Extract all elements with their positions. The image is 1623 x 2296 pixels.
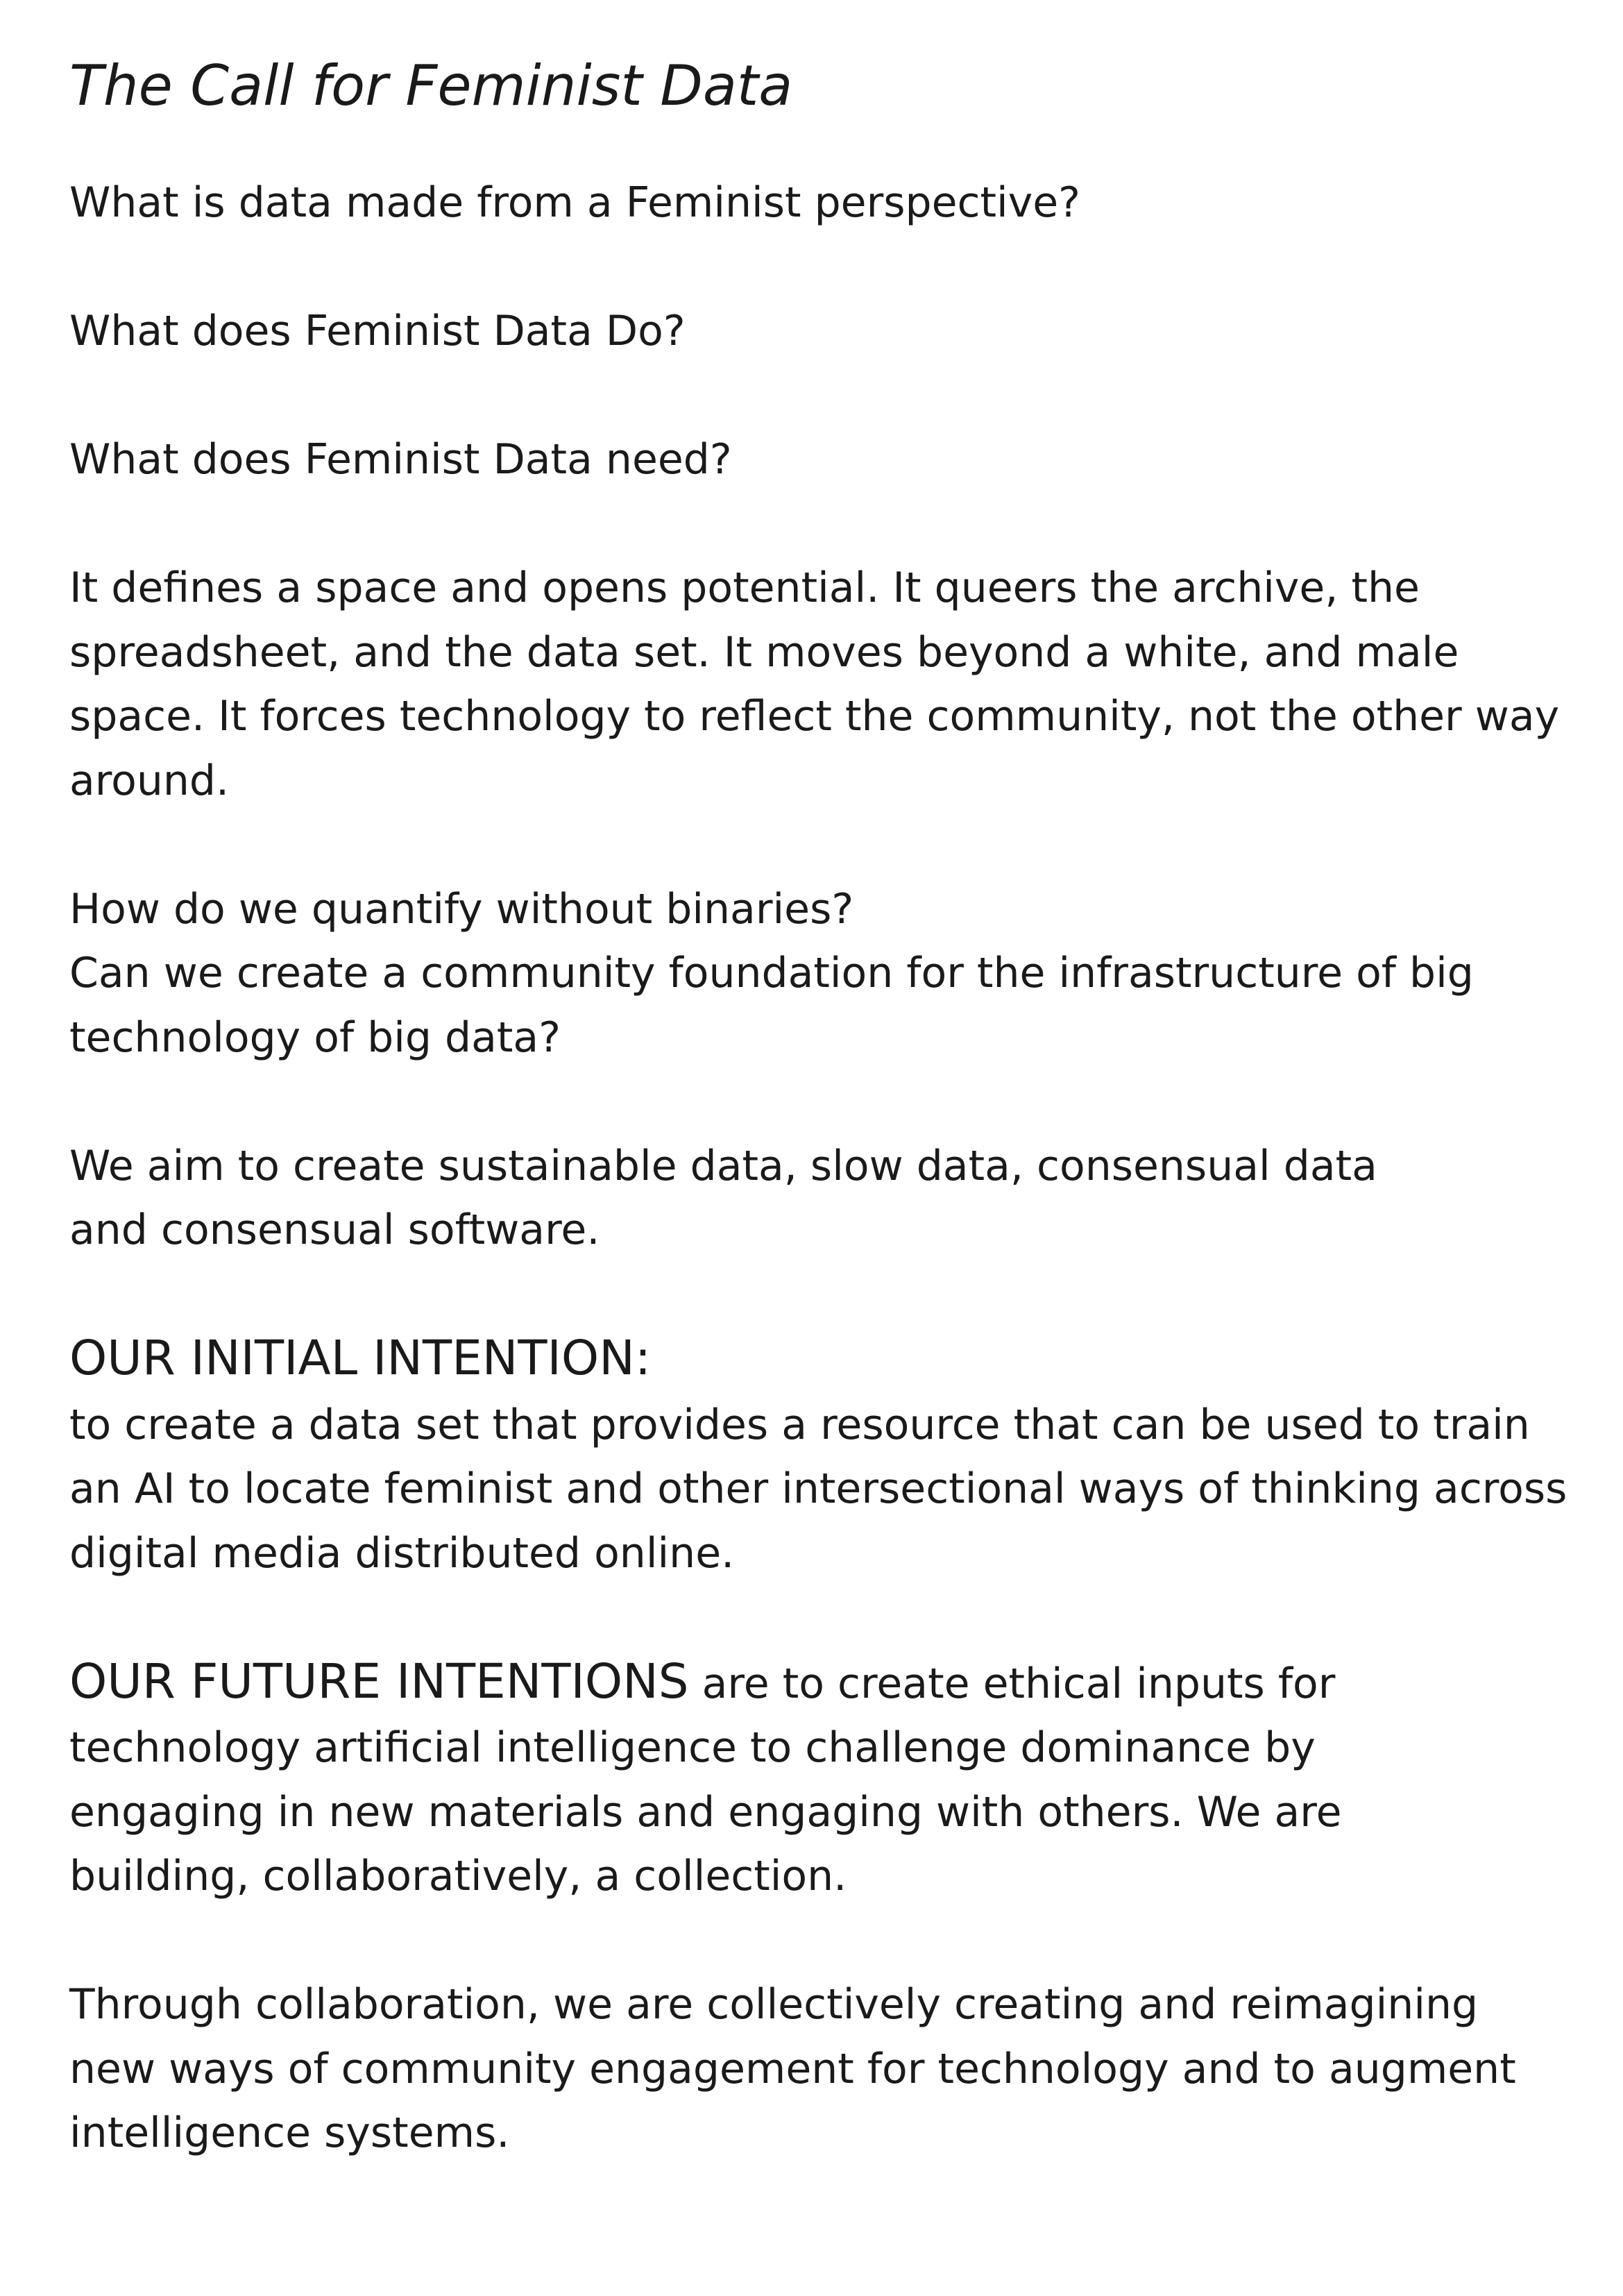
paragraph-line: technology of big data?	[69, 1013, 561, 1062]
definition-paragraph	[69, 556, 1582, 813]
paragraph-line: intelligence systems.	[69, 2109, 510, 2157]
paragraph-line: We aim to create sustainable data, slow data, consensual data	[69, 1141, 1377, 1190]
paragraph-line: How do we quantify without binaries?	[69, 884, 854, 934]
paragraph-line: It defines a space and opens potential. It queers the archive, the	[69, 564, 1420, 612]
section-heading	[69, 1326, 1582, 1393]
question-text: What does Feminist Data Do?	[69, 307, 686, 355]
question-text: What is data made from a Feminist perspective?	[69, 178, 1080, 227]
future-intentions-section	[69, 1650, 1582, 1909]
initial-intention-section	[69, 1326, 1582, 1585]
paragraph-line: new ways of community engagement for technology and to augment	[69, 2044, 1516, 2093]
document-title: The Call for Feminist Data	[69, 53, 793, 118]
paragraph-line: building, collaboratively, a collection.	[69, 1852, 847, 1900]
initial-intention-heading: OUR INITIAL INTENTION:	[69, 1331, 652, 1386]
paragraph-line: Through collaboration, we are collectively creating and reimagining	[69, 1980, 1479, 2029]
paragraph-line: around.	[69, 756, 230, 805]
paragraph-line: space. It forces technology to reflect the community, not the other way	[69, 692, 1560, 741]
paragraph-line: spreadsheet, and the data set. It moves beyond a white, and male	[69, 627, 1459, 677]
question-3	[69, 428, 1582, 492]
paragraph-line: technology artificial intelligence to challenge dominance by	[69, 1723, 1316, 1772]
question-text: What does Feminist Data need?	[69, 435, 732, 484]
paragraph-line: digital media distributed online.	[69, 1528, 735, 1578]
future-intentions-first-line: are to create ethical inputs for	[688, 1659, 1336, 1708]
paragraph-line: engaging in new materials and engaging with others. We are	[69, 1787, 1342, 1837]
paragraph-line	[69, 1650, 1582, 1716]
paragraph-line: Can we create a community foundation for the infrastructure of big	[69, 949, 1474, 997]
paragraph-line: to create a data set that provides a resource that can be used to train	[69, 1400, 1530, 1449]
closing-paragraph	[69, 1973, 1582, 2166]
paragraph-line: and consensual software.	[69, 1206, 600, 1254]
question-1	[69, 171, 1582, 235]
document-body	[69, 50, 1582, 2166]
future-intentions-heading: OUR FUTURE INTENTIONS	[69, 1653, 689, 1710]
binaries-paragraph	[69, 877, 1582, 1070]
question-2	[69, 299, 1582, 364]
aim-paragraph	[69, 1134, 1582, 1263]
paragraph-line: an AI to locate feminist and other intersectional ways of thinking across	[69, 1464, 1567, 1513]
